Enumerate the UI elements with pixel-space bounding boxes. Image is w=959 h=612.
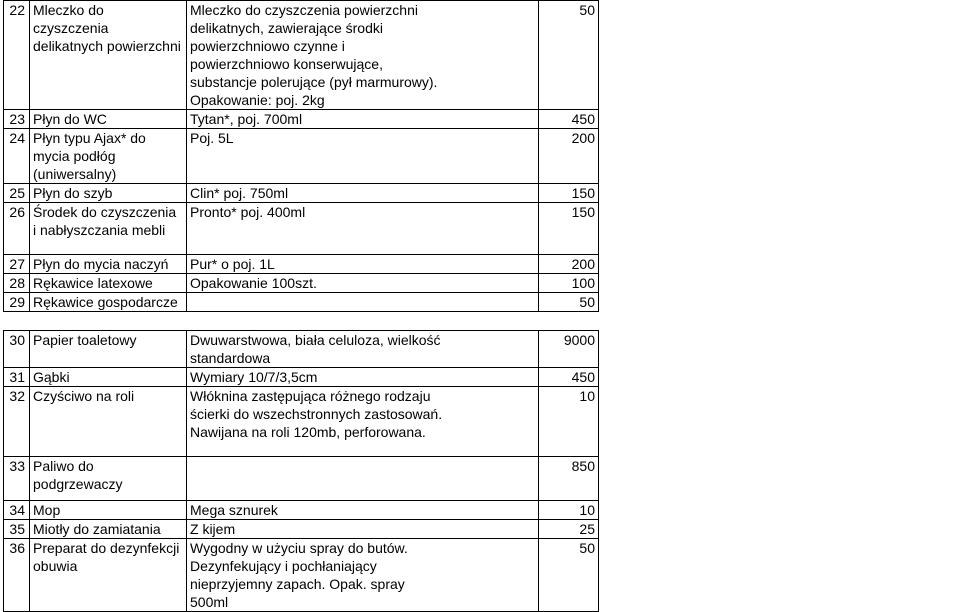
- product-name: Papier toaletowy: [30, 331, 187, 368]
- product-name: Preparat do dezynfekcji obuwia: [30, 539, 187, 612]
- quantity: 10: [539, 501, 599, 520]
- product-name: Płyn do WC: [30, 110, 187, 129]
- quantity: 100: [539, 274, 599, 293]
- product-description: Włóknina zastępująca różnego rodzaju ścierki do wszechstronnych zastosowań. Nawijana na roli 120mb, perforowana.: [187, 387, 539, 457]
- row-number: 36: [4, 539, 30, 612]
- quantity: 150: [539, 203, 599, 255]
- table-row: [4, 184, 599, 203]
- product-name: Miotły do zamiatania: [30, 520, 187, 539]
- product-name: Płyn do szyb: [30, 184, 187, 203]
- product-name: Mop: [30, 501, 187, 520]
- table-row: [4, 255, 599, 274]
- quantity: 150: [539, 184, 599, 203]
- product-description: Mega sznurek: [187, 501, 539, 520]
- table-row: [4, 387, 599, 457]
- product-name: Środek do czyszczenia i nabłyszczania mebli: [30, 203, 187, 255]
- quantity: 200: [539, 255, 599, 274]
- product-name: Gąbki: [30, 368, 187, 387]
- product-description: Dwuwarstwowa, biała celuloza, wielkość standardowa: [187, 331, 539, 368]
- row-number: 23: [4, 110, 30, 129]
- table-row: [4, 501, 599, 520]
- product-name: Czyściwo na roli: [30, 387, 187, 457]
- spacer-cell: [4, 312, 599, 331]
- table-row: [4, 457, 599, 501]
- quantity: 850: [539, 457, 599, 501]
- row-number: 22: [4, 1, 30, 110]
- table-row: [4, 203, 599, 255]
- row-number: 34: [4, 501, 30, 520]
- quantity: 200: [539, 129, 599, 184]
- quantity: 10: [539, 387, 599, 457]
- row-number: 33: [4, 457, 30, 501]
- product-description: [187, 293, 539, 312]
- quantity: 50: [539, 293, 599, 312]
- table-row: [4, 274, 599, 293]
- quantity: 50: [539, 539, 599, 612]
- quantity: 9000: [539, 331, 599, 368]
- row-number: 28: [4, 274, 30, 293]
- product-description: Poj. 5L: [187, 129, 539, 184]
- product-name: Rękawice gospodarcze: [30, 293, 187, 312]
- product-description: Opakowanie 100szt.: [187, 274, 539, 293]
- row-number: 32: [4, 387, 30, 457]
- table-row: [4, 129, 599, 184]
- product-description: Wymiary 10/7/3,5cm: [187, 368, 539, 387]
- row-number: 35: [4, 520, 30, 539]
- product-name: Rękawice latexowe: [30, 274, 187, 293]
- product-name: Mleczko do czyszczenia delikatnych powierzchni: [30, 1, 187, 110]
- row-number: 25: [4, 184, 30, 203]
- row-number: 29: [4, 293, 30, 312]
- product-description: Tytan*, poj. 700ml: [187, 110, 539, 129]
- product-description: Pur* o poj. 1L: [187, 255, 539, 274]
- product-description: Z kijem: [187, 520, 539, 539]
- product-description: Mleczko do czyszczenia powierzchni delikatnych, zawierające środki powierzchniowo czynne i powierzchniowo konserwujące, substancje polerujące (pył marmurowy). Opakowanie: poj. 2kg: [187, 1, 539, 110]
- quantity: 450: [539, 368, 599, 387]
- product-description: [187, 457, 539, 501]
- table-row: [4, 110, 599, 129]
- row-number: 30: [4, 331, 30, 368]
- product-description: Wygodny w użyciu spray do butów. Dezynfekujący i pochłaniający nieprzyjemny zapach. Opak. spray 500ml: [187, 539, 539, 612]
- quantity: 50: [539, 1, 599, 110]
- spacer-row: [4, 312, 599, 331]
- product-name: Płyn typu Ajax* do mycia podłóg (uniwersalny): [30, 129, 187, 184]
- product-description: Pronto* poj. 400ml: [187, 203, 539, 255]
- table-row: [4, 520, 599, 539]
- quantity: 25: [539, 520, 599, 539]
- product-name: Paliwo do podgrzewaczy: [30, 457, 187, 501]
- products-table: [3, 0, 599, 612]
- row-number: 26: [4, 203, 30, 255]
- row-number: 27: [4, 255, 30, 274]
- table-row: [4, 331, 599, 368]
- quantity: 450: [539, 110, 599, 129]
- table-row: [4, 1, 599, 110]
- product-description: Clin* poj. 750ml: [187, 184, 539, 203]
- product-name: Płyn do mycia naczyń: [30, 255, 187, 274]
- table-row: [4, 293, 599, 312]
- table-row: [4, 368, 599, 387]
- row-number: 31: [4, 368, 30, 387]
- row-number: 24: [4, 129, 30, 184]
- table-row: [4, 539, 599, 612]
